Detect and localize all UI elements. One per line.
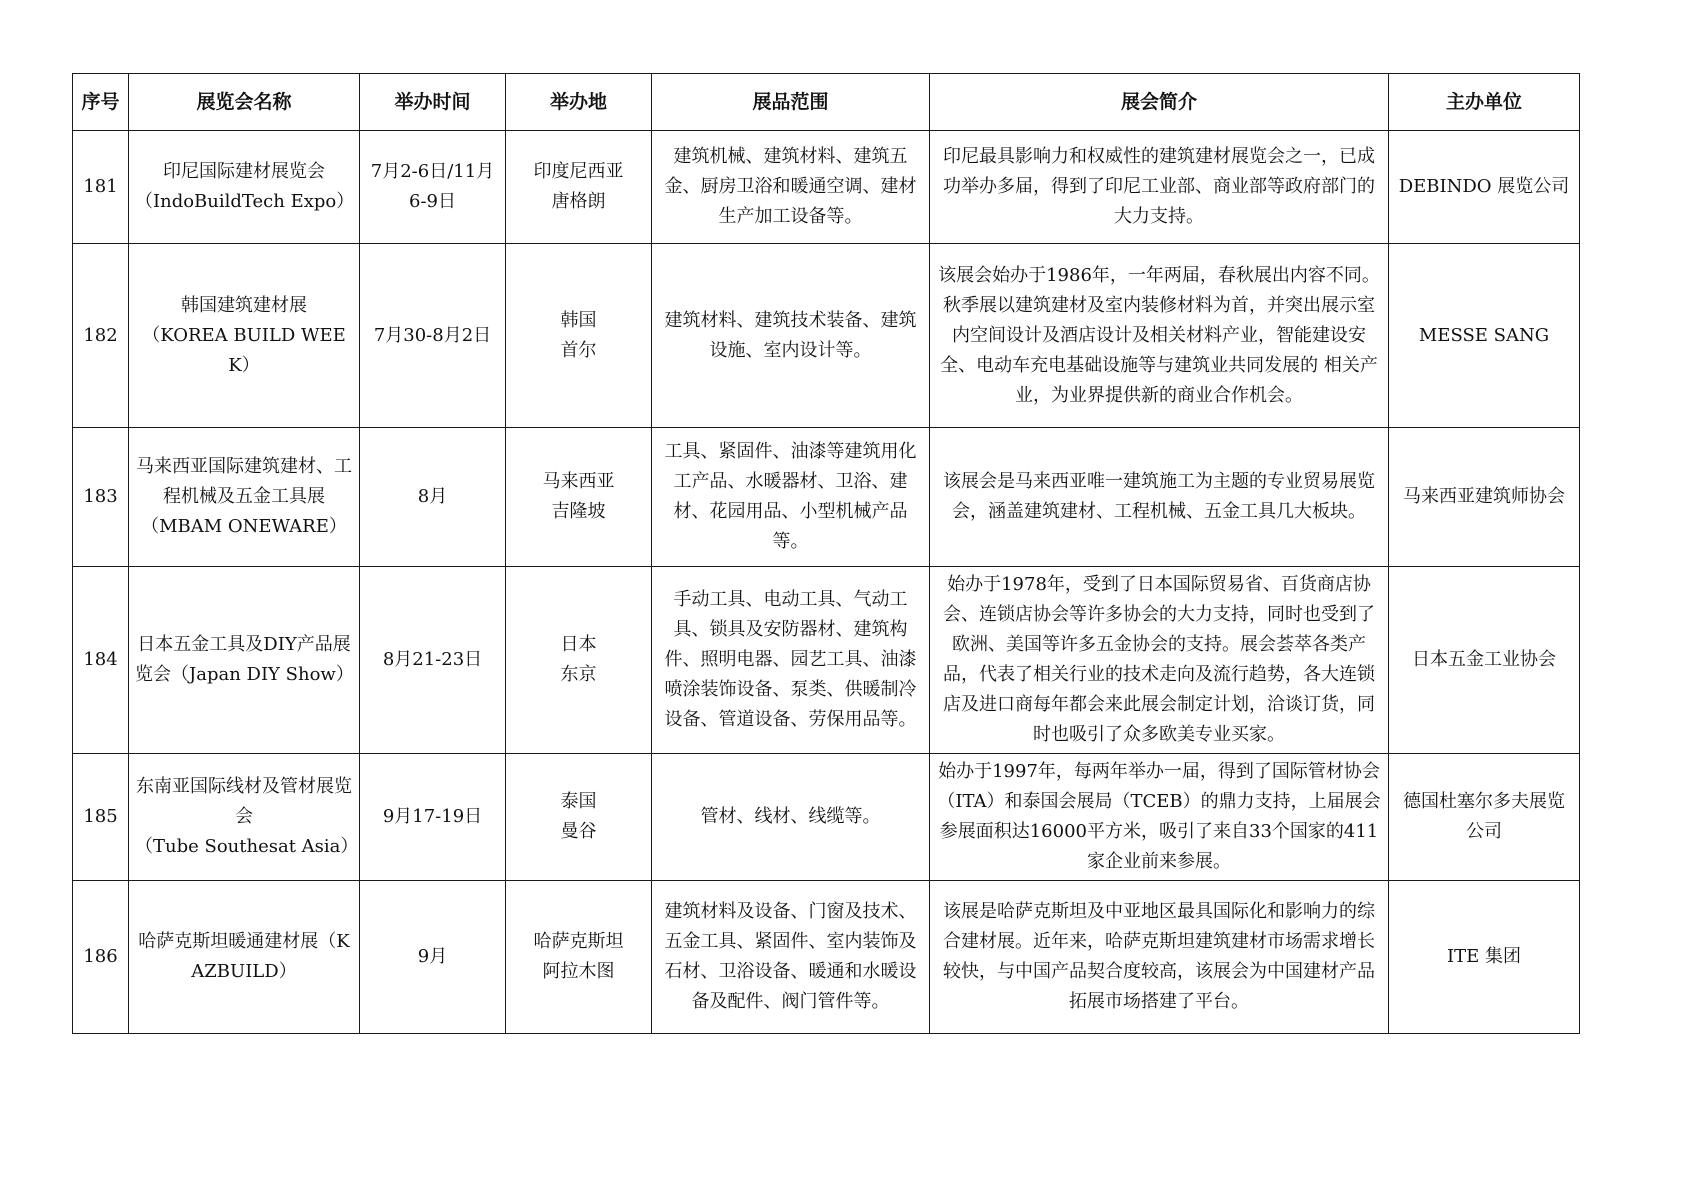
row-time: 9月17-19日	[360, 754, 506, 881]
table-row	[73, 881, 1580, 1034]
row-name-cn: 韩国建筑建材展	[181, 294, 307, 316]
row-place	[506, 567, 652, 754]
row-place-city: 首尔	[560, 339, 597, 361]
header-time: 举办时间	[360, 74, 506, 131]
row-name-cn: 马来西亚国际建筑建材、工程机械及五金工具展	[136, 456, 352, 507]
row-place-city: 吉隆坡	[551, 501, 606, 522]
row-place	[506, 754, 652, 881]
row-place-country: 印度尼西亚	[533, 161, 624, 182]
header-place: 举办地	[506, 74, 652, 131]
row-place	[506, 428, 652, 567]
row-time: 8月	[360, 428, 506, 567]
row-no: 184	[73, 567, 129, 754]
row-no: 182	[73, 244, 129, 428]
row-name-en: （KOREA BUILD WEEK）	[142, 324, 346, 376]
row-name-cn: 日本五金工具及DIY产品展览会（Japan DIY Show）	[135, 634, 354, 685]
row-place-country: 日本	[560, 634, 597, 655]
row-intro: 该展会是马来西亚唯一建筑施工为主题的专业贸易展览会，涵盖建筑建材、工程机械、五金工具几大板块。	[930, 428, 1389, 567]
row-organizer: DEBINDO 展览公司	[1389, 131, 1580, 244]
row-intro: 该展是哈萨克斯坦及中亚地区最具国际化和影响力的综合建材展。近年来，哈萨克斯坦建筑建材市场需求增长较快，与中国产品契合度较高，该展会为中国建材产品拓展市场搭建了平台。	[930, 881, 1389, 1034]
header-intro: 展会简介	[930, 74, 1389, 131]
row-name	[129, 131, 360, 244]
row-place-city: 东京	[560, 664, 597, 685]
row-intro: 始办于1997年，每两年举办一届，得到了国际管材协会（ITA）和泰国会展局（TCEB）的鼎力支持，上届展会参展面积达16000平方米，吸引了来自33个国家的411家企业前来参展。	[930, 754, 1389, 881]
row-organizer: MESSE SANG	[1389, 244, 1580, 428]
table-row	[73, 428, 1580, 567]
row-intro: 该展会始办于1986年，一年两届，春秋展出内容不同。秋季展以建筑建材及室内装修材料为首，并突出展示室内空间设计及酒店设计及相关材料产业，智能建设安全、电动车充电基础设施等与建筑业共同发展的 相关产业，为业界提供新的商业合作机会。	[930, 244, 1389, 428]
row-time: 8月21-23日	[360, 567, 506, 754]
row-time: 7月2-6日/11月6-9日	[360, 131, 506, 244]
row-no: 183	[73, 428, 129, 567]
row-place	[506, 881, 652, 1034]
row-place-country: 马来西亚	[542, 471, 615, 492]
row-place-city: 阿拉木图	[542, 961, 615, 982]
table-row	[73, 567, 1580, 754]
row-name-en: （MBAM ONEWARE）	[141, 516, 347, 537]
row-place-city: 唐格朗	[551, 191, 606, 212]
row-place-country: 哈萨克斯坦	[533, 931, 624, 952]
row-scope: 管材、线材、线缆等。	[652, 754, 930, 881]
row-organizer: 日本五金工业协会	[1389, 567, 1580, 754]
header-name: 展览会名称	[129, 74, 360, 131]
row-time: 9月	[360, 881, 506, 1034]
table-row	[73, 244, 1580, 428]
header-scope: 展品范围	[652, 74, 930, 131]
row-place-city: 曼谷	[560, 821, 597, 842]
row-name	[129, 244, 360, 428]
row-name	[129, 754, 360, 881]
table-row	[73, 131, 1580, 244]
row-place-country: 泰国	[560, 791, 597, 812]
row-organizer: 马来西亚建筑师协会	[1389, 428, 1580, 567]
row-no: 186	[73, 881, 129, 1034]
row-scope: 建筑材料及设备、门窗及技术、五金工具、紧固件、室内装饰及石材、卫浴设备、暖通和水暖设备及配件、阀门管件等。	[652, 881, 930, 1034]
row-scope: 建筑材料、建筑技术装备、建筑设施、室内设计等。	[652, 244, 930, 428]
row-organizer: ITE 集团	[1389, 881, 1580, 1034]
row-time: 7月30-8月2日	[360, 244, 506, 428]
row-name	[129, 881, 360, 1034]
row-scope: 工具、紧固件、油漆等建筑用化工产品、水暖器材、卫浴、建材、花园用品、小型机械产品等。	[652, 428, 930, 567]
row-intro: 始办于1978年，受到了日本国际贸易省、百货商店协会、连锁店协会等许多协会的大力支持，同时也受到了欧洲、美国等许多五金协会的支持。展会荟萃各类产品，代表了相关行业的技术走向及流行趋势，各大连锁店及进口商每年都会来此展会制定计划，洽谈订货，同时也吸引了众多欧美专业买家。	[930, 567, 1389, 754]
row-organizer: 德国杜塞尔多夫展览公司	[1389, 754, 1580, 881]
row-scope: 建筑机械、建筑材料、建筑五金、厨房卫浴和暖通空调、建材生产加工设备等。	[652, 131, 930, 244]
header-no: 序号	[73, 74, 129, 131]
row-name	[129, 428, 360, 567]
row-place-country: 韩国	[560, 309, 597, 331]
row-name-cn: 哈萨克斯坦暖通建材展（KAZBUILD）	[138, 931, 350, 982]
row-name-cn: 印尼国际建材展览会	[163, 161, 325, 182]
row-name-en: （IndoBuildTech Expo）	[135, 191, 355, 212]
exhibition-table	[72, 73, 1580, 1034]
row-name	[129, 567, 360, 754]
table-header-row	[73, 74, 1580, 131]
row-no: 185	[73, 754, 129, 881]
row-name-en: （Tube Southesat Asia）	[135, 836, 359, 857]
row-scope: 手动工具、电动工具、气动工具、锁具及安防器材、建筑构件、照明电器、园艺工具、油漆喷涂装饰设备、泵类、供暖制冷设备、管道设备、劳保用品等。	[652, 567, 930, 754]
row-place	[506, 131, 652, 244]
row-no: 181	[73, 131, 129, 244]
row-name-cn: 东南亚国际线材及管材展览会	[136, 776, 352, 827]
row-intro: 印尼最具影响力和权威性的建筑建材展览会之一，已成功举办多届，得到了印尼工业部、商业部等政府部门的大力支持。	[930, 131, 1389, 244]
row-place	[506, 244, 652, 428]
header-organizer: 主办单位	[1389, 74, 1580, 131]
table-row	[73, 754, 1580, 881]
